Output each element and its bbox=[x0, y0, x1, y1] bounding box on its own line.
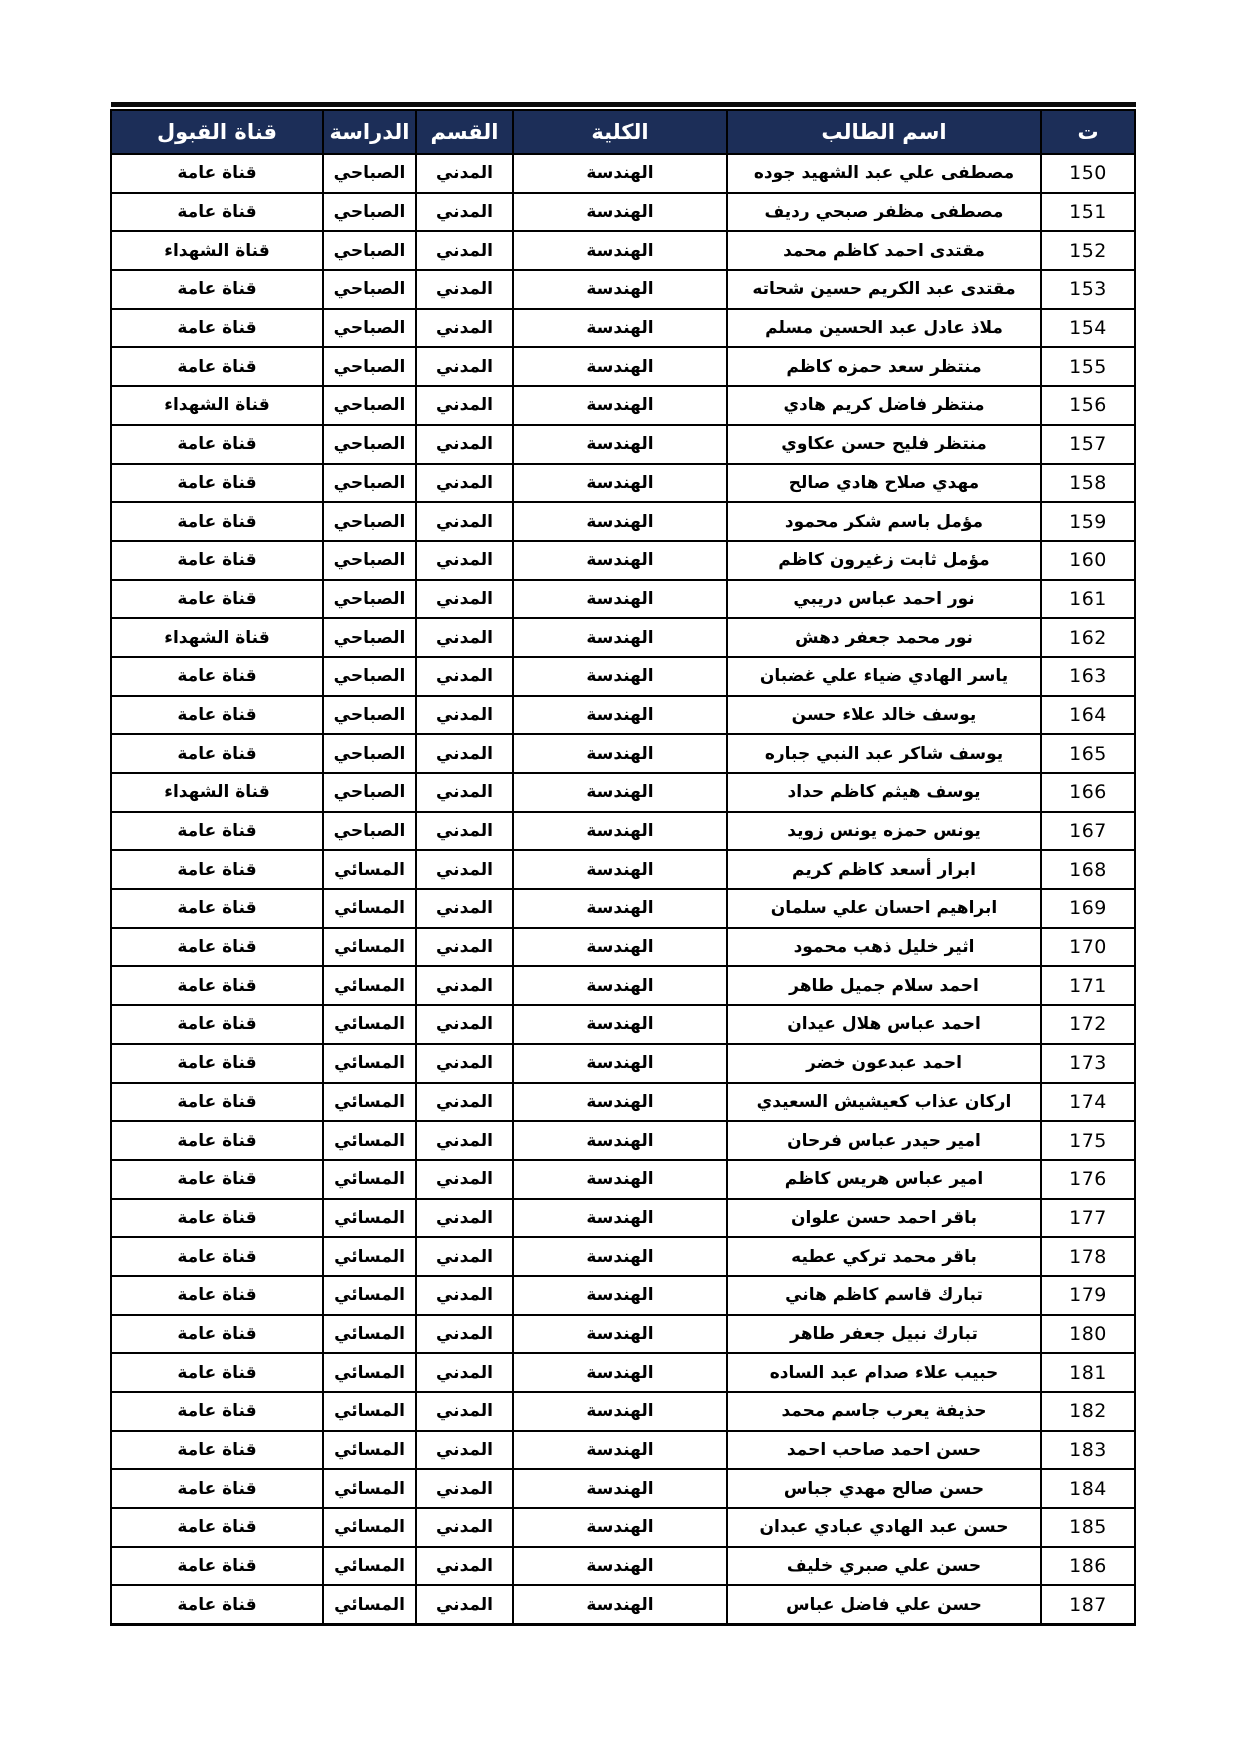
cell-study: المسائي bbox=[323, 1431, 416, 1470]
cell-dept: المدني bbox=[416, 1353, 513, 1392]
cell-t: 168 bbox=[1041, 850, 1135, 889]
cell-channel: قناة عامة bbox=[111, 1431, 323, 1470]
cell-channel: قناة عامة bbox=[111, 1315, 323, 1354]
cell-t: 162 bbox=[1041, 618, 1135, 657]
cell-college: الهندسة bbox=[513, 850, 727, 889]
cell-channel: قناة عامة bbox=[111, 812, 323, 851]
students-table bbox=[110, 109, 1136, 1626]
cell-dept: المدني bbox=[416, 502, 513, 541]
cell-name: منتظر فليح حسن عكاوي bbox=[727, 425, 1041, 464]
cell-dept: المدني bbox=[416, 889, 513, 928]
cell-t: 166 bbox=[1041, 773, 1135, 812]
cell-t: 173 bbox=[1041, 1044, 1135, 1083]
cell-study: المسائي bbox=[323, 889, 416, 928]
cell-dept: المدني bbox=[416, 696, 513, 735]
cell-college: الهندسة bbox=[513, 966, 727, 1005]
table-row bbox=[111, 1083, 1135, 1122]
cell-study: المسائي bbox=[323, 1585, 416, 1624]
table-row bbox=[111, 889, 1135, 928]
cell-college: الهندسة bbox=[513, 1353, 727, 1392]
cell-study: المسائي bbox=[323, 1547, 416, 1586]
cell-name: منتظر فاضل كريم هادي bbox=[727, 386, 1041, 425]
cell-t: 169 bbox=[1041, 889, 1135, 928]
cell-t: 178 bbox=[1041, 1237, 1135, 1276]
cell-channel: قناة الشهداء bbox=[111, 618, 323, 657]
students-table-wrap bbox=[111, 102, 1136, 1626]
cell-t: 167 bbox=[1041, 812, 1135, 851]
cell-t: 154 bbox=[1041, 309, 1135, 348]
cell-channel: قناة عامة bbox=[111, 696, 323, 735]
table-row bbox=[111, 618, 1135, 657]
table-row bbox=[111, 1199, 1135, 1238]
cell-t: 150 bbox=[1041, 154, 1135, 193]
cell-study: الصباحي bbox=[323, 502, 416, 541]
cell-t: 152 bbox=[1041, 231, 1135, 270]
cell-channel: قناة عامة bbox=[111, 580, 323, 619]
cell-t: 170 bbox=[1041, 928, 1135, 967]
table-row bbox=[111, 1315, 1135, 1354]
cell-name: احمد عبدعون خضر bbox=[727, 1044, 1041, 1083]
cell-channel: قناة الشهداء bbox=[111, 386, 323, 425]
cell-channel: قناة عامة bbox=[111, 347, 323, 386]
header-row bbox=[111, 110, 1135, 154]
cell-name: حسن عبد الهادي عبادي عبدان bbox=[727, 1508, 1041, 1547]
cell-channel: قناة عامة bbox=[111, 464, 323, 503]
cell-study: الصباحي bbox=[323, 231, 416, 270]
cell-channel: قناة عامة bbox=[111, 1005, 323, 1044]
table-row bbox=[111, 425, 1135, 464]
cell-t: 161 bbox=[1041, 580, 1135, 619]
table-row bbox=[111, 1508, 1135, 1547]
cell-dept: المدني bbox=[416, 1160, 513, 1199]
cell-dept: المدني bbox=[416, 1121, 513, 1160]
cell-dept: المدني bbox=[416, 580, 513, 619]
table-row bbox=[111, 696, 1135, 735]
cell-name: ابراهيم احسان علي سلمان bbox=[727, 889, 1041, 928]
cell-college: الهندسة bbox=[513, 464, 727, 503]
cell-dept: المدني bbox=[416, 1469, 513, 1508]
column-header-department: القسم bbox=[416, 110, 513, 154]
cell-dept: المدني bbox=[416, 270, 513, 309]
cell-channel: قناة عامة bbox=[111, 270, 323, 309]
cell-study: الصباحي bbox=[323, 734, 416, 773]
cell-dept: المدني bbox=[416, 464, 513, 503]
cell-name: حذيفة يعرب جاسم محمد bbox=[727, 1392, 1041, 1431]
cell-t: 159 bbox=[1041, 502, 1135, 541]
cell-college: الهندسة bbox=[513, 696, 727, 735]
cell-channel: قناة عامة bbox=[111, 1083, 323, 1122]
cell-channel: قناة عامة bbox=[111, 1547, 323, 1586]
cell-study: المسائي bbox=[323, 1083, 416, 1122]
cell-channel: قناة عامة bbox=[111, 1353, 323, 1392]
cell-study: الصباحي bbox=[323, 270, 416, 309]
cell-dept: المدني bbox=[416, 618, 513, 657]
column-header-number: ت bbox=[1041, 110, 1135, 154]
cell-dept: المدني bbox=[416, 193, 513, 232]
cell-channel: قناة عامة bbox=[111, 309, 323, 348]
cell-study: المسائي bbox=[323, 1237, 416, 1276]
cell-t: 158 bbox=[1041, 464, 1135, 503]
cell-dept: المدني bbox=[416, 1508, 513, 1547]
cell-dept: المدني bbox=[416, 425, 513, 464]
cell-college: الهندسة bbox=[513, 580, 727, 619]
cell-college: الهندسة bbox=[513, 1005, 727, 1044]
table-row bbox=[111, 1431, 1135, 1470]
cell-t: 187 bbox=[1041, 1585, 1135, 1624]
cell-study: المسائي bbox=[323, 1005, 416, 1044]
cell-channel: قناة عامة bbox=[111, 966, 323, 1005]
cell-study: الصباحي bbox=[323, 347, 416, 386]
cell-channel: قناة عامة bbox=[111, 1160, 323, 1199]
cell-name: نور محمد جعفر دهش bbox=[727, 618, 1041, 657]
cell-t: 185 bbox=[1041, 1508, 1135, 1547]
table-row bbox=[111, 1160, 1135, 1199]
cell-channel: قناة عامة bbox=[111, 425, 323, 464]
table-row bbox=[111, 1392, 1135, 1431]
cell-t: 165 bbox=[1041, 734, 1135, 773]
cell-name: تبارك قاسم كاظم هاني bbox=[727, 1276, 1041, 1315]
cell-study: المسائي bbox=[323, 1469, 416, 1508]
table-row bbox=[111, 1121, 1135, 1160]
cell-name: تبارك نبيل جعفر طاهر bbox=[727, 1315, 1041, 1354]
cell-dept: المدني bbox=[416, 309, 513, 348]
cell-name: مهدي صلاح هادي صالح bbox=[727, 464, 1041, 503]
cell-dept: المدني bbox=[416, 928, 513, 967]
cell-name: احمد عباس هلال عيدان bbox=[727, 1005, 1041, 1044]
cell-study: المسائي bbox=[323, 1276, 416, 1315]
cell-study: المسائي bbox=[323, 1199, 416, 1238]
table-row bbox=[111, 580, 1135, 619]
cell-study: المسائي bbox=[323, 1353, 416, 1392]
cell-college: الهندسة bbox=[513, 425, 727, 464]
cell-channel: قناة عامة bbox=[111, 1237, 323, 1276]
cell-dept: المدني bbox=[416, 347, 513, 386]
table-row bbox=[111, 154, 1135, 193]
cell-dept: المدني bbox=[416, 1199, 513, 1238]
cell-dept: المدني bbox=[416, 1044, 513, 1083]
cell-name: يوسف هيثم كاظم حداد bbox=[727, 773, 1041, 812]
table-row bbox=[111, 1276, 1135, 1315]
cell-college: الهندسة bbox=[513, 889, 727, 928]
cell-name: نور احمد عباس دريبي bbox=[727, 580, 1041, 619]
cell-channel: قناة عامة bbox=[111, 1121, 323, 1160]
cell-dept: المدني bbox=[416, 1083, 513, 1122]
table-row bbox=[111, 928, 1135, 967]
table-row bbox=[111, 386, 1135, 425]
cell-college: الهندسة bbox=[513, 386, 727, 425]
cell-channel: قناة عامة bbox=[111, 502, 323, 541]
cell-study: الصباحي bbox=[323, 386, 416, 425]
column-header-admission-channel: قناة القبول bbox=[111, 110, 323, 154]
cell-college: الهندسة bbox=[513, 154, 727, 193]
table-row bbox=[111, 502, 1135, 541]
cell-name: ابرار أسعد كاظم كريم bbox=[727, 850, 1041, 889]
cell-channel: قناة الشهداء bbox=[111, 773, 323, 812]
cell-name: يوسف شاكر عبد النبي جباره bbox=[727, 734, 1041, 773]
cell-college: الهندسة bbox=[513, 1044, 727, 1083]
cell-channel: قناة عامة bbox=[111, 1276, 323, 1315]
cell-dept: المدني bbox=[416, 1392, 513, 1431]
cell-name: يوسف خالد علاء حسن bbox=[727, 696, 1041, 735]
cell-dept: المدني bbox=[416, 1547, 513, 1586]
cell-study: المسائي bbox=[323, 1044, 416, 1083]
table-row bbox=[111, 270, 1135, 309]
table-row bbox=[111, 1547, 1135, 1586]
table-row bbox=[111, 734, 1135, 773]
cell-study: الصباحي bbox=[323, 425, 416, 464]
cell-study: الصباحي bbox=[323, 696, 416, 735]
cell-t: 186 bbox=[1041, 1547, 1135, 1586]
cell-name: احمد سلام جميل طاهر bbox=[727, 966, 1041, 1005]
cell-t: 172 bbox=[1041, 1005, 1135, 1044]
cell-channel: قناة عامة bbox=[111, 850, 323, 889]
table-row bbox=[111, 231, 1135, 270]
cell-channel: قناة عامة bbox=[111, 734, 323, 773]
cell-study: المسائي bbox=[323, 850, 416, 889]
cell-channel: قناة عامة bbox=[111, 1585, 323, 1624]
cell-channel: قناة عامة bbox=[111, 541, 323, 580]
cell-college: الهندسة bbox=[513, 773, 727, 812]
cell-t: 153 bbox=[1041, 270, 1135, 309]
cell-t: 179 bbox=[1041, 1276, 1135, 1315]
cell-t: 160 bbox=[1041, 541, 1135, 580]
cell-study: المسائي bbox=[323, 1160, 416, 1199]
cell-t: 174 bbox=[1041, 1083, 1135, 1122]
cell-dept: المدني bbox=[416, 1276, 513, 1315]
cell-study: المسائي bbox=[323, 928, 416, 967]
cell-t: 175 bbox=[1041, 1121, 1135, 1160]
table-row bbox=[111, 657, 1135, 696]
cell-name: يونس حمزه يونس زويد bbox=[727, 812, 1041, 851]
cell-dept: المدني bbox=[416, 1237, 513, 1276]
cell-name: مقتدى احمد كاظم محمد bbox=[727, 231, 1041, 270]
cell-college: الهندسة bbox=[513, 541, 727, 580]
table-row bbox=[111, 1044, 1135, 1083]
cell-t: 151 bbox=[1041, 193, 1135, 232]
students-table-body bbox=[111, 154, 1135, 1625]
cell-college: الهندسة bbox=[513, 618, 727, 657]
column-header-study-type: الدراسة bbox=[323, 110, 416, 154]
cell-college: الهندسة bbox=[513, 1160, 727, 1199]
cell-college: الهندسة bbox=[513, 1315, 727, 1354]
column-header-college: الكلية bbox=[513, 110, 727, 154]
table-row bbox=[111, 1237, 1135, 1276]
cell-name: امير حيدر عباس فرحان bbox=[727, 1121, 1041, 1160]
cell-dept: المدني bbox=[416, 1315, 513, 1354]
table-row bbox=[111, 1585, 1135, 1624]
cell-t: 164 bbox=[1041, 696, 1135, 735]
table-row bbox=[111, 812, 1135, 851]
cell-name: امير عباس هريس كاظم bbox=[727, 1160, 1041, 1199]
cell-college: الهندسة bbox=[513, 1547, 727, 1586]
cell-college: الهندسة bbox=[513, 1237, 727, 1276]
cell-channel: قناة عامة bbox=[111, 928, 323, 967]
cell-study: الصباحي bbox=[323, 193, 416, 232]
cell-name: حسن علي فاضل عباس bbox=[727, 1585, 1041, 1624]
cell-study: المسائي bbox=[323, 1315, 416, 1354]
cell-channel: قناة عامة bbox=[111, 657, 323, 696]
cell-name: حسن احمد صاحب احمد bbox=[727, 1431, 1041, 1470]
cell-dept: المدني bbox=[416, 812, 513, 851]
cell-channel: قناة عامة bbox=[111, 154, 323, 193]
cell-college: الهندسة bbox=[513, 1276, 727, 1315]
table-row bbox=[111, 309, 1135, 348]
cell-name: اركان عذاب كعيشيش السعيدي bbox=[727, 1083, 1041, 1122]
table-row bbox=[111, 541, 1135, 580]
cell-name: حبيب علاء صدام عبد الساده bbox=[727, 1353, 1041, 1392]
cell-college: الهندسة bbox=[513, 1469, 727, 1508]
cell-name: ياسر الهادي ضياء علي غضبان bbox=[727, 657, 1041, 696]
table-row bbox=[111, 966, 1135, 1005]
table-row bbox=[111, 193, 1135, 232]
cell-t: 182 bbox=[1041, 1392, 1135, 1431]
table-row bbox=[111, 1353, 1135, 1392]
cell-dept: المدني bbox=[416, 386, 513, 425]
cell-name: حسن صالح مهدي جباس bbox=[727, 1469, 1041, 1508]
cell-dept: المدني bbox=[416, 541, 513, 580]
cell-study: المسائي bbox=[323, 966, 416, 1005]
cell-channel: قناة عامة bbox=[111, 1392, 323, 1431]
cell-college: الهندسة bbox=[513, 812, 727, 851]
cell-t: 157 bbox=[1041, 425, 1135, 464]
cell-college: الهندسة bbox=[513, 1585, 727, 1624]
cell-t: 156 bbox=[1041, 386, 1135, 425]
cell-college: الهندسة bbox=[513, 734, 727, 773]
cell-dept: المدني bbox=[416, 1431, 513, 1470]
cell-t: 181 bbox=[1041, 1353, 1135, 1392]
cell-dept: المدني bbox=[416, 850, 513, 889]
cell-college: الهندسة bbox=[513, 193, 727, 232]
cell-dept: المدني bbox=[416, 773, 513, 812]
cell-college: الهندسة bbox=[513, 1431, 727, 1470]
cell-t: 177 bbox=[1041, 1199, 1135, 1238]
cell-study: المسائي bbox=[323, 1508, 416, 1547]
table-header bbox=[111, 110, 1135, 154]
cell-college: الهندسة bbox=[513, 231, 727, 270]
cell-t: 184 bbox=[1041, 1469, 1135, 1508]
cell-t: 171 bbox=[1041, 966, 1135, 1005]
cell-study: المسائي bbox=[323, 1392, 416, 1431]
cell-college: الهندسة bbox=[513, 347, 727, 386]
table-row bbox=[111, 1469, 1135, 1508]
cell-name: مؤمل باسم شكر محمود bbox=[727, 502, 1041, 541]
cell-college: الهندسة bbox=[513, 270, 727, 309]
table-row bbox=[111, 1005, 1135, 1044]
cell-study: الصباحي bbox=[323, 618, 416, 657]
cell-name: اثير خليل ذهب محمود bbox=[727, 928, 1041, 967]
cell-dept: المدني bbox=[416, 154, 513, 193]
cell-dept: المدني bbox=[416, 231, 513, 270]
cell-college: الهندسة bbox=[513, 928, 727, 967]
cell-dept: المدني bbox=[416, 966, 513, 1005]
cell-study: الصباحي bbox=[323, 541, 416, 580]
cell-study: الصباحي bbox=[323, 464, 416, 503]
cell-dept: المدني bbox=[416, 734, 513, 773]
table-row bbox=[111, 347, 1135, 386]
cell-name: مصطفى مظفر صبحي رديف bbox=[727, 193, 1041, 232]
cell-t: 176 bbox=[1041, 1160, 1135, 1199]
cell-study: الصباحي bbox=[323, 580, 416, 619]
cell-name: منتظر سعد حمزه كاظم bbox=[727, 347, 1041, 386]
cell-study: الصباحي bbox=[323, 812, 416, 851]
cell-name: حسن علي صبري خليف bbox=[727, 1547, 1041, 1586]
cell-college: الهندسة bbox=[513, 1121, 727, 1160]
cell-t: 163 bbox=[1041, 657, 1135, 696]
cell-channel: قناة عامة bbox=[111, 1044, 323, 1083]
cell-name: مقتدى عبد الكريم حسين شحاته bbox=[727, 270, 1041, 309]
cell-channel: قناة عامة bbox=[111, 1469, 323, 1508]
cell-study: الصباحي bbox=[323, 309, 416, 348]
column-header-student-name: اسم الطالب bbox=[727, 110, 1041, 154]
cell-college: الهندسة bbox=[513, 1199, 727, 1238]
cell-channel: قناة الشهداء bbox=[111, 231, 323, 270]
cell-college: الهندسة bbox=[513, 309, 727, 348]
cell-t: 183 bbox=[1041, 1431, 1135, 1470]
cell-channel: قناة عامة bbox=[111, 1199, 323, 1238]
cell-college: الهندسة bbox=[513, 1392, 727, 1431]
cell-college: الهندسة bbox=[513, 1083, 727, 1122]
cell-study: الصباحي bbox=[323, 154, 416, 193]
cell-channel: قناة عامة bbox=[111, 193, 323, 232]
cell-name: مؤمل ثابت زغيرون كاظم bbox=[727, 541, 1041, 580]
cell-dept: المدني bbox=[416, 1005, 513, 1044]
cell-t: 180 bbox=[1041, 1315, 1135, 1354]
cell-college: الهندسة bbox=[513, 1508, 727, 1547]
cell-name: باقر محمد تركي عطيه bbox=[727, 1237, 1041, 1276]
cell-study: الصباحي bbox=[323, 657, 416, 696]
cell-name: مصطفى علي عبد الشهيد جوده bbox=[727, 154, 1041, 193]
cell-college: الهندسة bbox=[513, 657, 727, 696]
table-row bbox=[111, 850, 1135, 889]
cell-dept: المدني bbox=[416, 1585, 513, 1624]
cell-study: المسائي bbox=[323, 1121, 416, 1160]
cell-name: باقر احمد حسن علوان bbox=[727, 1199, 1041, 1238]
cell-t: 155 bbox=[1041, 347, 1135, 386]
cell-study: الصباحي bbox=[323, 773, 416, 812]
table-row bbox=[111, 464, 1135, 503]
cell-name: ملاذ عادل عبد الحسين مسلم bbox=[727, 309, 1041, 348]
cell-channel: قناة عامة bbox=[111, 1508, 323, 1547]
cell-channel: قناة عامة bbox=[111, 889, 323, 928]
cell-college: الهندسة bbox=[513, 502, 727, 541]
table-row bbox=[111, 773, 1135, 812]
cell-dept: المدني bbox=[416, 657, 513, 696]
